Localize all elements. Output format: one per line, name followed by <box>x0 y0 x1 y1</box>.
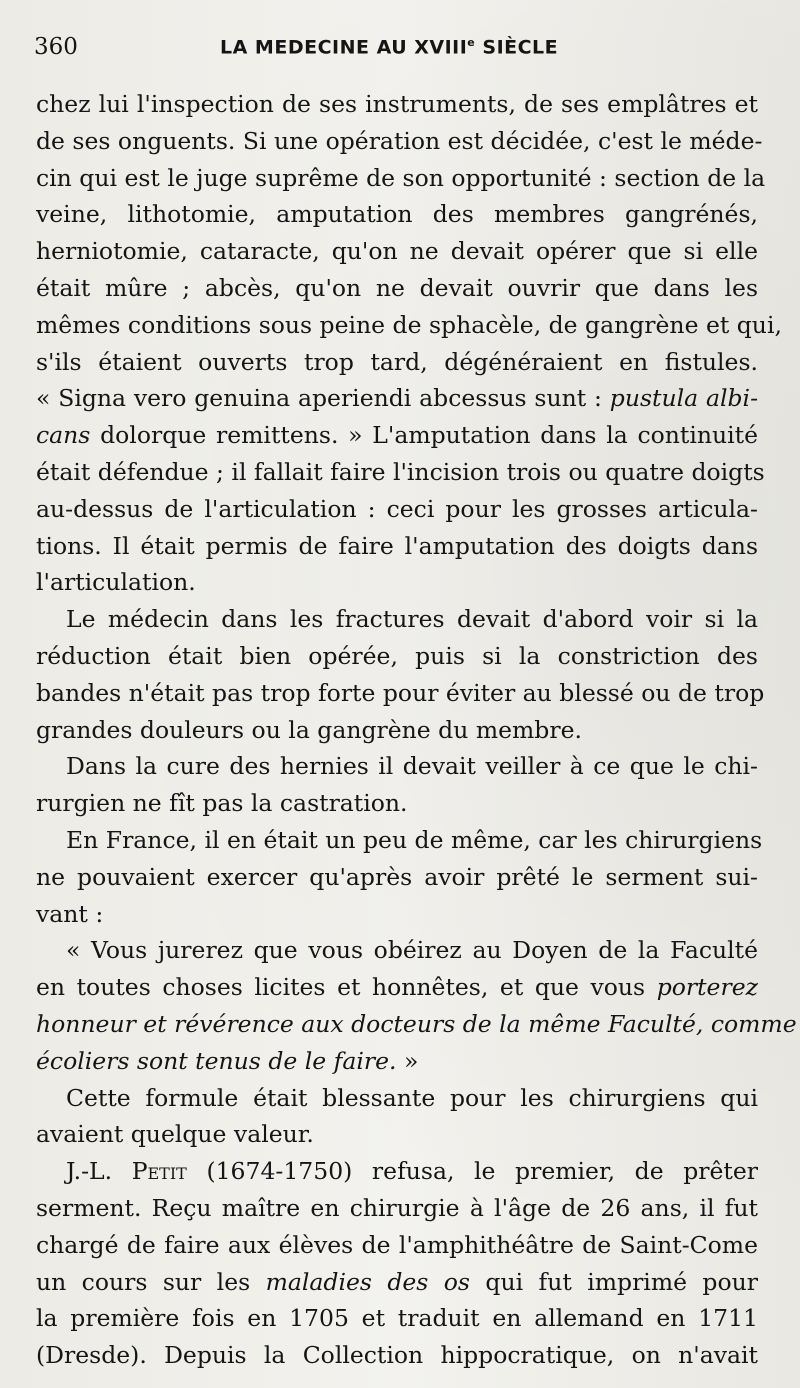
text-line <box>36 1116 758 1153</box>
text-segment: l'articulation. <box>36 568 196 597</box>
text-segment: grandes douleurs ou la gangrène du membre. <box>36 715 582 744</box>
text-line <box>36 822 763 859</box>
text-segment: Cette formule était blessante pour les chirurgiens qui <box>66 1083 758 1112</box>
text-segment: J.-L. <box>66 1157 132 1186</box>
text-segment: mêmes conditions sous peine de sphacèle, de gangrène et qui, <box>36 310 782 339</box>
text-line <box>36 1153 758 1190</box>
text-line <box>36 417 758 454</box>
text-segment: était défendue ; il fallait faire l'incision trois ou quatre doigts <box>36 457 765 486</box>
italic-text: honneur et révérence aux docteurs de la même Faculté, comme <box>36 1009 797 1038</box>
text-line <box>36 307 782 344</box>
italic-text: écoliers sont tenus de le faire. <box>36 1046 397 1075</box>
text-segment: s'ils étaient ouverts trop tard, dégénéraient en fistules. <box>36 347 758 376</box>
text-line <box>36 1043 758 1080</box>
running-title <box>220 36 558 58</box>
text-segment: Dans la cure des hernies il devait veiller à ce que le chi- <box>66 752 758 781</box>
text-line <box>36 1190 758 1227</box>
text-line <box>36 528 758 565</box>
small-caps-name: Petit <box>131 1157 187 1186</box>
text-segment: « Vous jurerez que vous obéirez au Doyen de la Faculté <box>66 936 758 965</box>
text-line <box>36 896 758 933</box>
italic-text: porterez <box>656 973 758 1002</box>
text-line <box>36 491 758 528</box>
italic-text: maladies des os <box>265 1267 470 1296</box>
text-line <box>36 1006 797 1043</box>
text-line <box>36 270 758 307</box>
text-line <box>36 1300 758 1337</box>
text-segment: rurgien ne fît pas la castration. <box>36 789 408 818</box>
text-segment: la première fois en 1705 et traduit en allemand en 1711 <box>36 1304 758 1333</box>
text-segment: herniotomie, cataracte, qu'on ne devait opérer que si elle <box>36 237 758 266</box>
running-title-main: LA MEDECINE AU XVIII <box>220 36 468 59</box>
text-segment: dolorque remittens. » L'amputation dans la continuité <box>90 421 758 450</box>
text-segment: serment. Reçu maître en chirurgie à l'âge de 26 ans, il fut <box>36 1193 758 1222</box>
text-segment: « Signa vero genuina aperiendi abcessus sunt : <box>36 384 610 413</box>
text-segment: veine, lithotomie, amputation des membres gangrénés, <box>36 200 758 229</box>
text-line <box>36 123 763 160</box>
text-line <box>36 196 758 233</box>
text-line <box>36 380 758 417</box>
text-segment: était mûre ; abcès, qu'on ne devait ouvrir que dans les <box>36 273 758 302</box>
text-line <box>36 748 758 785</box>
text-line <box>36 454 765 491</box>
text-segment: en toutes choses licites et honnêtes, et que vous <box>36 973 657 1002</box>
text-segment: réduction était bien opérée, puis si la constriction des <box>36 641 758 670</box>
text-segment: » <box>396 1046 419 1075</box>
text-segment: Le médecin dans les fractures devait d'abord voir si la <box>66 605 758 634</box>
text-segment: chez lui l'inspection de ses instruments, de ses emplâtres et <box>36 90 758 118</box>
text-segment: cin qui est le juge suprême de son opportunité : section de la <box>36 163 766 192</box>
text-segment: qui fut imprimé pour <box>470 1267 758 1296</box>
text-segment: un cours sur les <box>36 1267 266 1296</box>
text-line <box>36 969 758 1006</box>
text-line <box>36 1337 758 1374</box>
text-line <box>36 160 766 197</box>
text-line <box>36 344 758 381</box>
page-header <box>34 34 760 62</box>
text-segment: tions. Il était permis de faire l'amputation des doigts dans <box>36 531 758 560</box>
body-text <box>36 86 797 1374</box>
text-line <box>36 1080 758 1117</box>
text-segment: En France, il en était un peu de même, car les chirurgiens <box>66 825 763 854</box>
text-segment: ne pouvaient exercer qu'après avoir prêté le serment sui- <box>36 862 758 891</box>
text-segment: au-dessus de l'articulation : ceci pour les grosses articula- <box>36 494 758 523</box>
text-line <box>36 638 758 675</box>
text-line <box>36 712 758 749</box>
text-line <box>36 932 758 969</box>
text-segment: vant : <box>36 899 104 928</box>
text-line <box>36 233 758 270</box>
text-segment: bandes n'était pas trop forte pour éviter au blessé ou de trop <box>36 678 765 707</box>
text-segment: avaient quelque valeur. <box>36 1120 314 1149</box>
text-line <box>36 86 758 123</box>
text-segment: de ses onguents. Si une opération est décidée, c'est le méde- <box>36 126 763 155</box>
italic-text: cans <box>36 421 91 450</box>
text-line <box>36 1227 758 1264</box>
running-title-end: SIÈCLE <box>475 36 559 59</box>
text-line <box>36 675 765 712</box>
text-line <box>36 859 758 896</box>
italic-text: pustula albi- <box>609 384 759 413</box>
text-line <box>36 1264 758 1301</box>
text-segment: (1674-1750) refusa, le premier, de prêter <box>186 1157 758 1186</box>
running-title-superscript: e <box>467 36 476 49</box>
text-segment: (Dresde). Depuis la Collection hippocratique, on n'avait <box>36 1341 758 1370</box>
text-segment: chargé de faire aux élèves de l'amphithéâtre de Saint-Come <box>36 1230 758 1259</box>
text-line <box>36 564 758 601</box>
text-line <box>36 785 758 822</box>
text-line <box>36 601 758 638</box>
page-number: 360 <box>34 34 78 60</box>
